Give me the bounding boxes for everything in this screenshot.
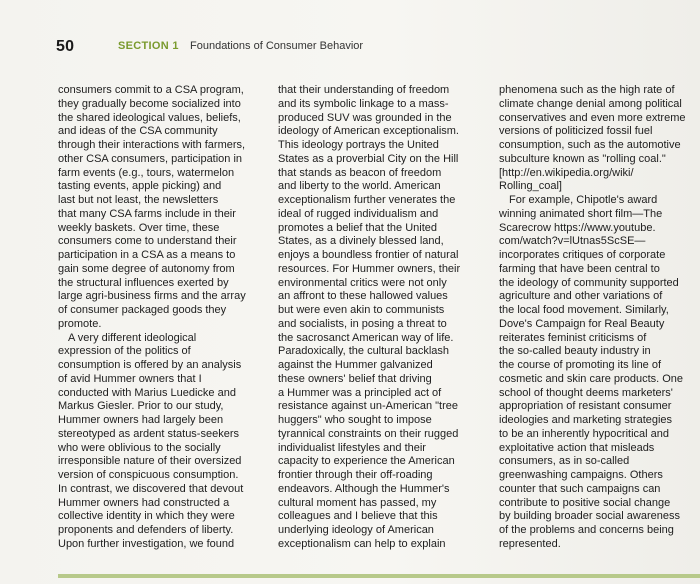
text-line: of consumer packaged goods they: [58, 304, 227, 316]
text-line: and its symbolic linkage to a mass-: [278, 97, 449, 110]
text-line: agriculture and other variations of: [499, 290, 663, 303]
text-line: who were oblivious to the socially: [58, 441, 221, 454]
text-line: that stands as beacon of freedom: [278, 166, 442, 179]
text-line: and liberty to the world. American: [278, 180, 441, 193]
text-line: com/watch?v=lUtnas5ScSE—: [499, 235, 646, 248]
text-line: exceptionalism further venerates the: [278, 194, 456, 206]
page-number: 50: [56, 38, 75, 55]
text-line: the shared ideological values, beliefs,: [58, 111, 241, 124]
text-line: proponents and defenders of liberty.: [58, 524, 234, 536]
text-line: This ideology portrays the United: [278, 139, 439, 151]
text-column-1: [58, 84, 268, 552]
text-line: huggers" who sought to impose: [278, 414, 432, 426]
text-line: ideologies and marketing strategies: [499, 414, 673, 426]
text-line: consumers commit to a CSA program,: [58, 84, 244, 96]
text-line: promotes a belief that the United: [278, 221, 437, 234]
text-line: exceptionalism can help to explain: [278, 537, 446, 550]
text-line: cultural moment has passed, my: [278, 496, 437, 509]
text-line: For example, Chipotle's award: [509, 194, 658, 206]
text-line: greenwashing campaigns. Others: [499, 469, 663, 481]
footer-rule: [58, 574, 700, 578]
text-line: the sacrosanct American way of life.: [278, 331, 454, 344]
text-line: and ideas of the CSA community: [58, 125, 218, 138]
text-line: consumers, as in so-called: [499, 455, 630, 468]
text-column-3: [499, 84, 700, 552]
text-line: consumption, such as the automotive: [499, 139, 681, 151]
text-line: tyrannical constraints on their rugged: [278, 427, 459, 440]
text-line: against the Hummer galvanized: [278, 359, 433, 371]
text-line: conservatives and even more extreme: [499, 111, 686, 124]
text-line: exploitative action that misleads: [499, 441, 655, 454]
chapter-title: Foundations of Consumer Behavior: [190, 40, 364, 52]
text-line: the local food movement. Similarly,: [499, 304, 669, 316]
text-line: Scarecrow https://www.youtube.: [499, 221, 656, 234]
text-line: States, as a divinely blessed land,: [278, 235, 444, 248]
text-line: to be an inherently hypocritical and: [499, 427, 669, 440]
text-line: Markus Giesler. Prior to our study,: [58, 400, 224, 413]
text-line: collective identity in which they were: [58, 510, 235, 523]
text-line: large agri-business firms and the array: [58, 290, 246, 303]
text-line: climate change denial among political: [499, 97, 682, 110]
text-line: reiterates feminist criticisms of: [499, 331, 647, 344]
text-line: version of conspicuous consumption.: [58, 469, 239, 481]
text-line: an affront to these hallowed values: [278, 290, 448, 303]
text-line: they gradually become socialized into: [58, 97, 241, 110]
text-line: the so-called beauty industry in: [499, 345, 651, 358]
text-line: other CSA consumers, participation in: [58, 152, 243, 165]
text-line: that their understanding of freedom: [278, 84, 450, 96]
text-line: cosmetic and skin care products. One: [499, 372, 684, 385]
text-line: frontier through their off-roading: [278, 469, 433, 481]
text-line: winning animated short film—The: [499, 207, 663, 220]
text-line: conducted with Marius Luedicke and: [58, 386, 236, 399]
text-line: Upon further investigation, we found: [58, 537, 235, 550]
text-line: A very different ideological: [68, 331, 197, 344]
text-line: tasting events, apple picking) and: [58, 180, 222, 193]
text-line: environmental critics were not only: [278, 276, 447, 289]
text-line: participation in a CSA as a means to: [58, 249, 236, 261]
text-line: resistance against un-American "tree: [278, 400, 458, 413]
text-line: expression of the politics of: [58, 345, 191, 358]
text-line: [http://en.wikipedia.org/wiki/: [499, 166, 634, 179]
text-line: consumption is offered by an analysis: [58, 359, 242, 371]
text-line: school of thought deems marketers': [499, 386, 673, 399]
text-line: of avid Hummer owners that I: [58, 372, 202, 385]
text-line: phenomena such as the high rate of: [499, 84, 675, 96]
text-line: Paradoxically, the cultural backlash: [278, 345, 449, 358]
text-line: States as a proverbial City on the Hill: [278, 152, 459, 165]
text-line: contribute to positive social change: [499, 496, 671, 509]
text-line: Dove's Campaign for Real Beauty: [499, 317, 665, 330]
text-line: the ideology of community supported: [499, 276, 679, 289]
text-line: Hummer owners had largely been: [58, 414, 224, 426]
text-line: promote.: [58, 317, 102, 330]
text-line: underlying ideology of American: [278, 524, 434, 536]
text-line: individualist lifestyles and their: [278, 441, 426, 454]
text-line: enjoys a boundless frontier of natural: [278, 249, 459, 261]
text-line: these owners' belief that driving: [278, 372, 432, 385]
text-line: colleagues and I believe that this: [278, 510, 438, 523]
text-line: In contrast, we discovered that devout: [58, 482, 244, 495]
section-label: SECTION 1: [118, 40, 179, 52]
text-line: ideal of rugged individualism and: [278, 207, 439, 220]
text-line: gain some degree of autonomy from: [58, 262, 235, 275]
text-line: produced SUV was grounded in the: [278, 111, 452, 124]
text-column-2: [278, 84, 490, 552]
text-line: farm events (e.g., tours, watermelon: [58, 166, 235, 179]
text-line: last but not least, the newsletters: [58, 194, 219, 206]
text-line: Hummer owners had constructed a: [58, 496, 230, 509]
text-line: ideology of American exceptionalism.: [278, 125, 459, 138]
text-line: and socialists, in posing a threat to: [278, 317, 447, 330]
text-line: resources. For Hummer owners, their: [278, 262, 461, 275]
text-line: capacity to experience the American: [278, 455, 455, 468]
text-line: Rolling_coal]: [499, 180, 562, 193]
text-line: versions of politicized fossil fuel: [499, 125, 653, 138]
text-line: consumers come to understand their: [58, 235, 237, 248]
text-line: weekly baskets. Over time, these: [58, 221, 220, 234]
text-line: stereotyped as ardent status-seekers: [58, 427, 239, 440]
text-line: that many CSA farms include in their: [58, 207, 236, 220]
text-line: the structural influences exerted by: [58, 276, 229, 289]
text-line: incorporates critiques of corporate: [499, 249, 666, 261]
text-line: represented.: [499, 537, 561, 550]
text-line: counter that such campaigns can: [499, 482, 661, 495]
text-line: but were even akin to communists: [278, 304, 445, 316]
text-line: of the problems and concerns being: [499, 524, 674, 536]
text-line: endeavors. Although the Hummer's: [278, 482, 450, 495]
text-line: through their interactions with farmers,: [58, 139, 246, 151]
text-line: a Hummer was a principled act of: [278, 386, 442, 399]
text-line: the course of promoting its line of: [499, 359, 662, 371]
text-line: subculture known as "rolling coal.": [499, 152, 666, 165]
text-line: appropriation of resistant consumer: [499, 400, 672, 413]
text-line: by building broader social awareness: [499, 510, 680, 523]
text-line: irresponsible nature of their oversized: [58, 455, 242, 468]
text-line: farming that have been central to: [499, 262, 660, 275]
